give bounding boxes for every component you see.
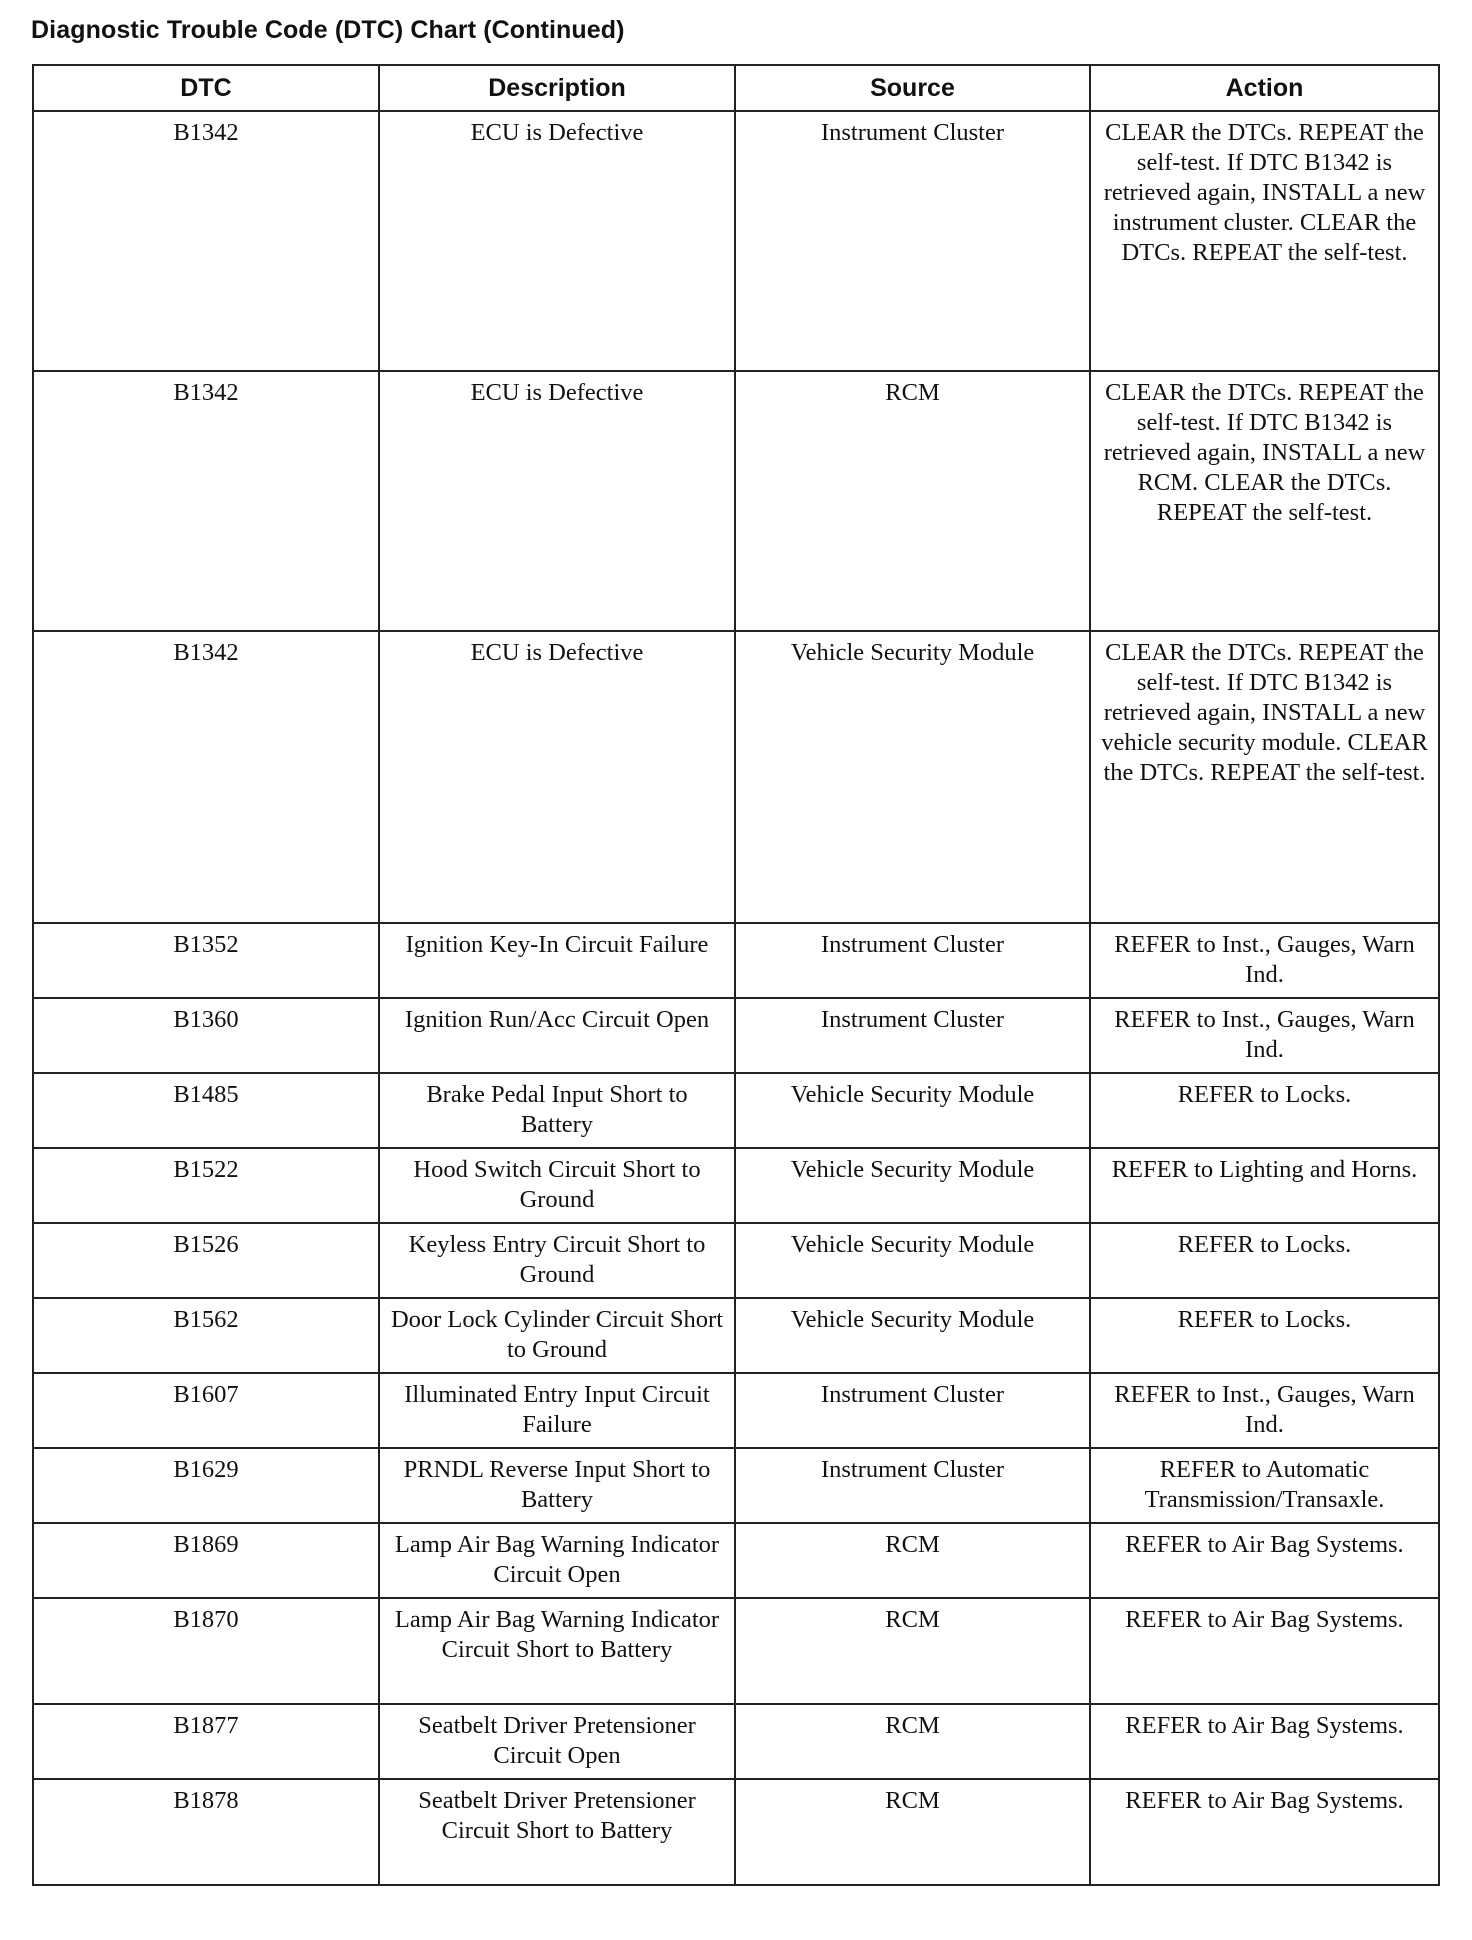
cell-action: CLEAR the DTCs. REPEAT the self-test. If DTC B1342 is retrieved again, INSTALL a new instrument cluster. CLEAR the DTCs. REPEAT the self-test.	[1090, 111, 1439, 371]
cell-source: Instrument Cluster	[735, 998, 1090, 1073]
cell-action: REFER to Inst., Gauges, Warn Ind.	[1090, 1373, 1439, 1448]
cell-action: REFER to Air Bag Systems.	[1090, 1523, 1439, 1598]
table-row	[33, 998, 1439, 1073]
cell-source: Instrument Cluster	[735, 923, 1090, 998]
cell-dtc: B1870	[33, 1598, 379, 1704]
cell-action: REFER to Locks.	[1090, 1073, 1439, 1148]
cell-action: REFER to Lighting and Horns.	[1090, 1148, 1439, 1223]
cell-source: Instrument Cluster	[735, 1373, 1090, 1448]
cell-source: RCM	[735, 371, 1090, 631]
cell-dtc: B1562	[33, 1298, 379, 1373]
cell-source: Instrument Cluster	[735, 111, 1090, 371]
cell-action: REFER to Air Bag Systems.	[1090, 1779, 1439, 1885]
cell-dtc: B1607	[33, 1373, 379, 1448]
cell-dtc: B1877	[33, 1704, 379, 1779]
table-header-row	[33, 65, 1439, 111]
table-row	[33, 923, 1439, 998]
cell-description: Brake Pedal Input Short to Battery	[379, 1073, 735, 1148]
header-source: Source	[735, 65, 1090, 111]
table-row	[33, 1373, 1439, 1448]
cell-description: Keyless Entry Circuit Short to Ground	[379, 1223, 735, 1298]
dtc-table	[32, 64, 1440, 1886]
cell-dtc: B1629	[33, 1448, 379, 1523]
cell-description: ECU is Defective	[379, 371, 735, 631]
table-row	[33, 1779, 1439, 1885]
table-row	[33, 1148, 1439, 1223]
cell-description: ECU is Defective	[379, 111, 735, 371]
cell-description: ECU is Defective	[379, 631, 735, 923]
cell-source: Vehicle Security Module	[735, 631, 1090, 923]
cell-dtc: B1342	[33, 631, 379, 923]
cell-action: REFER to Inst., Gauges, Warn Ind.	[1090, 998, 1439, 1073]
page-title: Diagnostic Trouble Code (DTC) Chart (Continued)	[31, 16, 625, 44]
table-row	[33, 1598, 1439, 1704]
cell-description: Lamp Air Bag Warning Indicator Circuit Open	[379, 1523, 735, 1598]
header-dtc: DTC	[33, 65, 379, 111]
table-row	[33, 1223, 1439, 1298]
cell-source: Instrument Cluster	[735, 1448, 1090, 1523]
header-description: Description	[379, 65, 735, 111]
cell-description: Lamp Air Bag Warning Indicator Circuit Short to Battery	[379, 1598, 735, 1704]
cell-action: REFER to Inst., Gauges, Warn Ind.	[1090, 923, 1439, 998]
cell-dtc: B1485	[33, 1073, 379, 1148]
cell-action: REFER to Air Bag Systems.	[1090, 1704, 1439, 1779]
cell-action: CLEAR the DTCs. REPEAT the self-test. If DTC B1342 is retrieved again, INSTALL a new vehicle security module. CLEAR the DTCs. REPEAT the self-test.	[1090, 631, 1439, 923]
cell-description: Illuminated Entry Input Circuit Failure	[379, 1373, 735, 1448]
cell-action: REFER to Air Bag Systems.	[1090, 1598, 1439, 1704]
cell-description: Seatbelt Driver Pretensioner Circuit Open	[379, 1704, 735, 1779]
cell-dtc: B1360	[33, 998, 379, 1073]
cell-description: Door Lock Cylinder Circuit Short to Ground	[379, 1298, 735, 1373]
table-row	[33, 1523, 1439, 1598]
table-row	[33, 1073, 1439, 1148]
table-row	[33, 371, 1439, 631]
cell-source: RCM	[735, 1704, 1090, 1779]
cell-source: Vehicle Security Module	[735, 1298, 1090, 1373]
cell-dtc: B1878	[33, 1779, 379, 1885]
table-row	[33, 1704, 1439, 1779]
cell-dtc: B1342	[33, 111, 379, 371]
cell-dtc: B1352	[33, 923, 379, 998]
table-row	[33, 1298, 1439, 1373]
cell-source: RCM	[735, 1523, 1090, 1598]
cell-source: RCM	[735, 1779, 1090, 1885]
cell-dtc: B1869	[33, 1523, 379, 1598]
header-action: Action	[1090, 65, 1439, 111]
cell-description: PRNDL Reverse Input Short to Battery	[379, 1448, 735, 1523]
cell-dtc: B1342	[33, 371, 379, 631]
cell-description: Seatbelt Driver Pretensioner Circuit Short to Battery	[379, 1779, 735, 1885]
cell-source: Vehicle Security Module	[735, 1223, 1090, 1298]
table-row	[33, 1448, 1439, 1523]
cell-action: REFER to Locks.	[1090, 1298, 1439, 1373]
cell-dtc: B1522	[33, 1148, 379, 1223]
cell-source: RCM	[735, 1598, 1090, 1704]
cell-description: Ignition Key-In Circuit Failure	[379, 923, 735, 998]
cell-dtc: B1526	[33, 1223, 379, 1298]
cell-action: CLEAR the DTCs. REPEAT the self-test. If DTC B1342 is retrieved again, INSTALL a new RCM. CLEAR the DTCs. REPEAT the self-test.	[1090, 371, 1439, 631]
cell-source: Vehicle Security Module	[735, 1148, 1090, 1223]
cell-description: Hood Switch Circuit Short to Ground	[379, 1148, 735, 1223]
table-row	[33, 631, 1439, 923]
cell-description: Ignition Run/Acc Circuit Open	[379, 998, 735, 1073]
table-row	[33, 111, 1439, 371]
cell-source: Vehicle Security Module	[735, 1073, 1090, 1148]
cell-action: REFER to Locks.	[1090, 1223, 1439, 1298]
cell-action: REFER to Automatic Transmission/Transaxle.	[1090, 1448, 1439, 1523]
